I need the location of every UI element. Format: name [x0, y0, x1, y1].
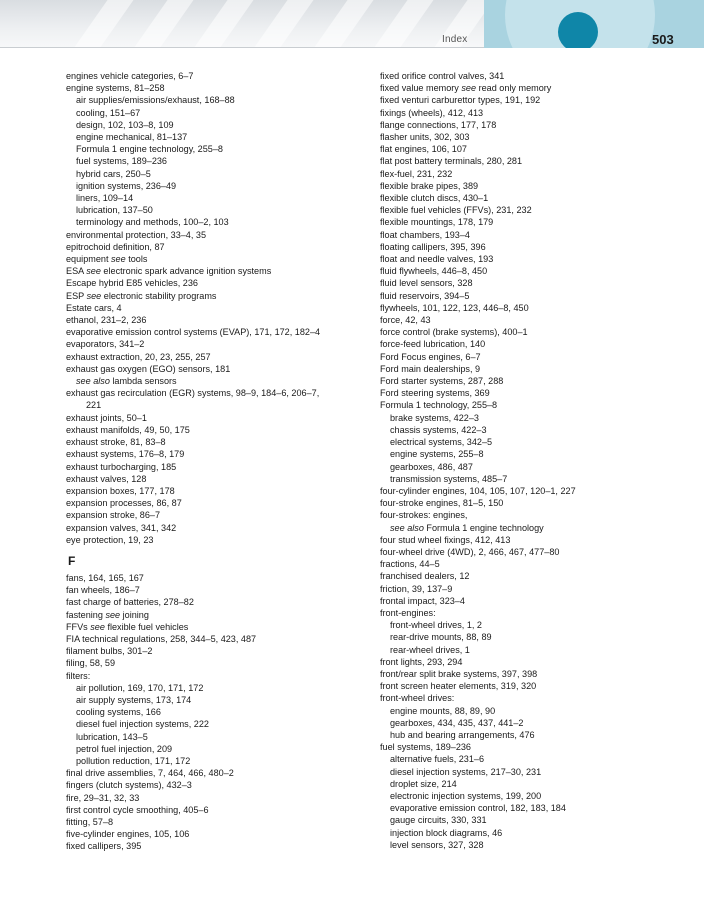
cross-reference-target: lambda sensors — [109, 376, 177, 387]
index-entry: four-cylinder engines, 104, 105, 107, 120–1, 227 — [380, 485, 576, 496]
index-subentry: rear-wheel drives, 1 — [390, 644, 470, 655]
index-entry: Formula 1 technology, 255–8 — [380, 400, 498, 411]
index-subentry: gauge circuits, 330, 331 — [390, 815, 487, 826]
index-subentry: ignition systems, 236–49 — [76, 180, 177, 191]
index-entry: engine systems, 81–258 — [66, 83, 165, 94]
index-letter-heading: F — [68, 553, 76, 568]
index-subentry: pollution reduction, 171, 172 — [76, 755, 191, 766]
index-subentry: lubrication, 143–5 — [76, 731, 148, 742]
index-entry: expansion stroke, 86–7 — [66, 510, 161, 521]
index-entry: fan wheels, 186–7 — [66, 585, 140, 596]
running-head: Index — [442, 34, 468, 45]
index-subentry: terminology and methods, 100–2, 103 — [76, 217, 229, 228]
index-entry: exhaust stroke, 81, 83–8 — [66, 437, 166, 448]
index-entry: fans, 164, 165, 167 — [66, 572, 144, 583]
index-entry: evaporative emission control systems (EVAP), 171, 172, 182–4 — [66, 327, 321, 338]
cross-reference-target: tools — [125, 254, 148, 265]
cross-reference-label: see — [461, 83, 477, 94]
entry-text: fixed value memory — [380, 83, 462, 94]
index-entry: exhaust valves, 128 — [66, 473, 147, 484]
index-subentry: evaporative emission control, 182, 183, 184 — [390, 803, 566, 814]
index-entry: fluid reservoirs, 394–5 — [380, 290, 470, 301]
index-subentry: droplet size, 214 — [390, 778, 457, 789]
entry-text: equipment — [66, 254, 111, 265]
index-entry: fingers (clutch systems), 432–3 — [66, 780, 192, 791]
index-entry: four-strokes: engines, — [380, 510, 468, 521]
index-entry: fractions, 44–5 — [380, 559, 440, 570]
cross-reference-label: see — [111, 254, 126, 265]
index-subentry: design, 102, 103–8, 109 — [76, 119, 174, 130]
index-subentry: injection block diagrams, 46 — [390, 827, 503, 838]
index-subentry: hybrid cars, 250–5 — [76, 168, 151, 179]
index-entry: fast charge of batteries, 278–82 — [66, 597, 194, 608]
index-entry: Ford starter systems, 287, 288 — [380, 376, 504, 387]
entry-text: fastening — [66, 609, 106, 620]
page-number: 503 — [652, 32, 674, 47]
index-entry: fluid level sensors, 328 — [380, 278, 473, 289]
index-entry: force, 42, 43 — [380, 315, 431, 326]
index-entry: filament bulbs, 301–2 — [66, 646, 153, 657]
index-subentry: air supplies/emissions/exhaust, 168–88 — [76, 95, 235, 106]
index-subentry: engine mounts, 88, 89, 90 — [390, 705, 496, 716]
index-entry: flat post battery terminals, 280, 281 — [380, 156, 523, 167]
index-subentry: fuel systems, 189–236 — [76, 156, 167, 167]
index-entry: float and needle valves, 193 — [380, 254, 494, 265]
index-subentry: petrol fuel injection, 209 — [76, 743, 173, 754]
index-entry: flexible fuel vehicles (FFVs), 231, 232 — [380, 205, 532, 216]
index-entry: Ford main dealerships, 9 — [380, 363, 481, 374]
index-entry: float chambers, 193–4 — [380, 229, 470, 240]
index-entry: exhaust manifolds, 49, 50, 175 — [66, 424, 190, 435]
index-entry: flexible clutch discs, 430–1 — [380, 193, 489, 204]
index-column-right — [380, 70, 680, 851]
index-entry: fixings (wheels), 412, 413 — [380, 107, 484, 118]
index-entry: fitting, 57–8 — [66, 816, 114, 827]
index-subentry: cooling, 151–67 — [76, 107, 141, 118]
index-entry: fluid flywheels, 446–8, 450 — [380, 266, 488, 277]
index-subentry: alternative fuels, 231–6 — [390, 754, 485, 765]
index-entry: first control cycle smoothing, 405–6 — [66, 804, 209, 815]
index-entry — [66, 265, 366, 277]
cross-reference-label: see also — [390, 522, 424, 533]
index-entry: Escape hybrid E85 vehicles, 236 — [66, 278, 198, 289]
index-entry: friction, 39, 137–9 — [380, 583, 453, 594]
index-entry: filing, 58, 59 — [66, 658, 116, 669]
index-entry: flat engines, 106, 107 — [380, 144, 467, 155]
cross-reference-target: electronic spark advance ignition systems — [100, 266, 272, 277]
cross-reference-label: see — [90, 621, 105, 632]
index-entry: filters: — [66, 670, 91, 681]
index-subentry: electrical systems, 342–5 — [390, 437, 493, 448]
index-entry: front lights, 293, 294 — [380, 656, 463, 667]
index-entry — [66, 290, 366, 302]
header-rule — [0, 47, 484, 48]
index-entry: exhaust systems, 176–8, 179 — [66, 449, 185, 460]
index-entry: four-stroke engines, 81–5, 150 — [380, 498, 504, 509]
index-entry: four stud wheel fixings, 412, 413 — [380, 534, 511, 545]
index-entry: flexible brake pipes, 389 — [380, 180, 479, 191]
index-entry: fixed venturi carburettor types, 191, 192 — [380, 95, 541, 106]
index-entry: expansion boxes, 177, 178 — [66, 485, 175, 496]
cross-reference-label: see — [86, 266, 101, 277]
index-entry: ethanol, 231–2, 236 — [66, 315, 147, 326]
index-entry: FIA technical regulations, 258, 344–5, 423, 487 — [66, 633, 257, 644]
index-entry: floating callipers, 395, 396 — [380, 241, 486, 252]
cross-reference-label: see also — [76, 376, 110, 387]
index-entry: final drive assemblies, 7, 464, 466, 480–2 — [66, 768, 234, 779]
index-subentry: chassis systems, 422–3 — [390, 424, 487, 435]
index-entry: eye protection, 19, 23 — [66, 534, 154, 545]
entry-text: ESP — [66, 290, 87, 301]
header-circle-icon — [558, 12, 598, 48]
index-entry: Ford steering systems, 369 — [380, 388, 490, 399]
index-entry — [66, 253, 366, 265]
cross-reference-target: flexible fuel vehicles — [104, 621, 189, 632]
index-entry: flasher units, 302, 303 — [380, 132, 470, 143]
index-entry — [66, 609, 366, 621]
index-entry: flywheels, 101, 122, 123, 446–8, 450 — [380, 302, 529, 313]
index-subentry — [66, 375, 366, 387]
index-subentry: liners, 109–14 — [76, 193, 134, 204]
index-subentry: gearboxes, 486, 487 — [390, 461, 473, 472]
index-subentry: electronic injection systems, 199, 200 — [390, 790, 542, 801]
index-entry: front-engines: — [380, 607, 436, 618]
entry-text: FFVs — [66, 621, 91, 632]
index-entry: environmental protection, 33–4, 35 — [66, 229, 207, 240]
index-entry: front screen heater elements, 319, 320 — [380, 681, 537, 692]
index-subentry: lubrication, 137–50 — [76, 205, 153, 216]
index-subentry: gearboxes, 434, 435, 437, 441–2 — [390, 717, 524, 728]
tire-tread-banner — [0, 0, 484, 48]
cross-reference-target: joining — [120, 609, 149, 620]
index-entry: 221 — [86, 400, 102, 411]
index-entry: evaporators, 341–2 — [66, 339, 145, 350]
index-entry — [66, 621, 366, 633]
index-subentry: Formula 1 engine technology, 255–8 — [76, 144, 223, 155]
index-entry: flange connections, 177, 178 — [380, 119, 497, 130]
index-entry: fire, 29–31, 32, 33 — [66, 792, 140, 803]
cross-reference-target: Formula 1 engine technology — [423, 522, 544, 533]
index-entry: expansion processes, 86, 87 — [66, 498, 182, 509]
index-entry: four-wheel drive (4WD), 2, 466, 467, 477–80 — [380, 546, 560, 557]
index-subentry: front-wheel drives, 1, 2 — [390, 620, 482, 631]
index-entry: engines vehicle categories, 6–7 — [66, 71, 194, 81]
index-entry: exhaust joints, 50–1 — [66, 412, 147, 423]
index-entry: force control (brake systems), 400–1 — [380, 327, 528, 338]
index-entry: front/rear split brake systems, 397, 398 — [380, 668, 538, 679]
index-entry: force-feed lubrication, 140 — [380, 339, 486, 350]
index-entry: Estate cars, 4 — [66, 302, 122, 313]
index-subentry — [380, 522, 680, 534]
cross-reference-target: electronic stability programs — [101, 290, 217, 301]
index-entry: exhaust gas oxygen (EGO) sensors, 181 — [66, 363, 231, 374]
index-entry: fixed orifice control valves, 341 — [380, 71, 505, 81]
index-entry: frontal impact, 323–4 — [380, 595, 465, 606]
index-subentry: transmission systems, 485–7 — [390, 473, 508, 484]
index-entry: franchised dealers, 12 — [380, 571, 470, 582]
index-entry: fixed callipers, 395 — [66, 841, 142, 852]
index-entry: epitrochoid definition, 87 — [66, 241, 165, 252]
index-subentry: rear-drive mounts, 88, 89 — [390, 632, 492, 643]
index-entry: flexible mountings, 178, 179 — [380, 217, 494, 228]
cross-reference-label: see — [86, 290, 102, 301]
index-entry — [380, 82, 680, 94]
index-entry: Ford Focus engines, 6–7 — [380, 351, 481, 362]
cross-reference-label: see — [105, 609, 121, 620]
index-subentry: air pollution, 169, 170, 171, 172 — [76, 682, 204, 693]
index-subentry: engine systems, 255–8 — [390, 449, 484, 460]
index-entry: exhaust gas recirculation (EGR) systems, 98–9, 184–6, 206–7, — [66, 388, 320, 399]
page-header — [0, 0, 704, 48]
index-subentry: brake systems, 422–3 — [390, 412, 479, 423]
index-entry: expansion valves, 341, 342 — [66, 522, 177, 533]
index-subentry: diesel fuel injection systems, 222 — [76, 719, 209, 730]
index-entry: exhaust extraction, 20, 23, 255, 257 — [66, 351, 211, 362]
index-subentry: hub and bearing arrangements, 476 — [390, 729, 535, 740]
index-entry: fuel systems, 189–236 — [380, 742, 471, 753]
index-subentry: cooling systems, 166 — [76, 707, 161, 718]
index-entry: flex-fuel, 231, 232 — [380, 168, 453, 179]
index-subentry: air supply systems, 173, 174 — [76, 694, 192, 705]
index-column-left — [66, 70, 366, 853]
index-entry: five-cylinder engines, 105, 106 — [66, 829, 190, 840]
index-entry: exhaust turbocharging, 185 — [66, 461, 177, 472]
cross-reference-target: read only memory — [476, 83, 552, 94]
entry-text: ESA — [66, 266, 87, 277]
index-subentry: diesel injection systems, 217–30, 231 — [390, 766, 542, 777]
index-subentry: engine mechanical, 81–137 — [76, 132, 188, 143]
index-entry: front-wheel drives: — [380, 693, 455, 704]
index-subentry: level sensors, 327, 328 — [390, 839, 484, 850]
